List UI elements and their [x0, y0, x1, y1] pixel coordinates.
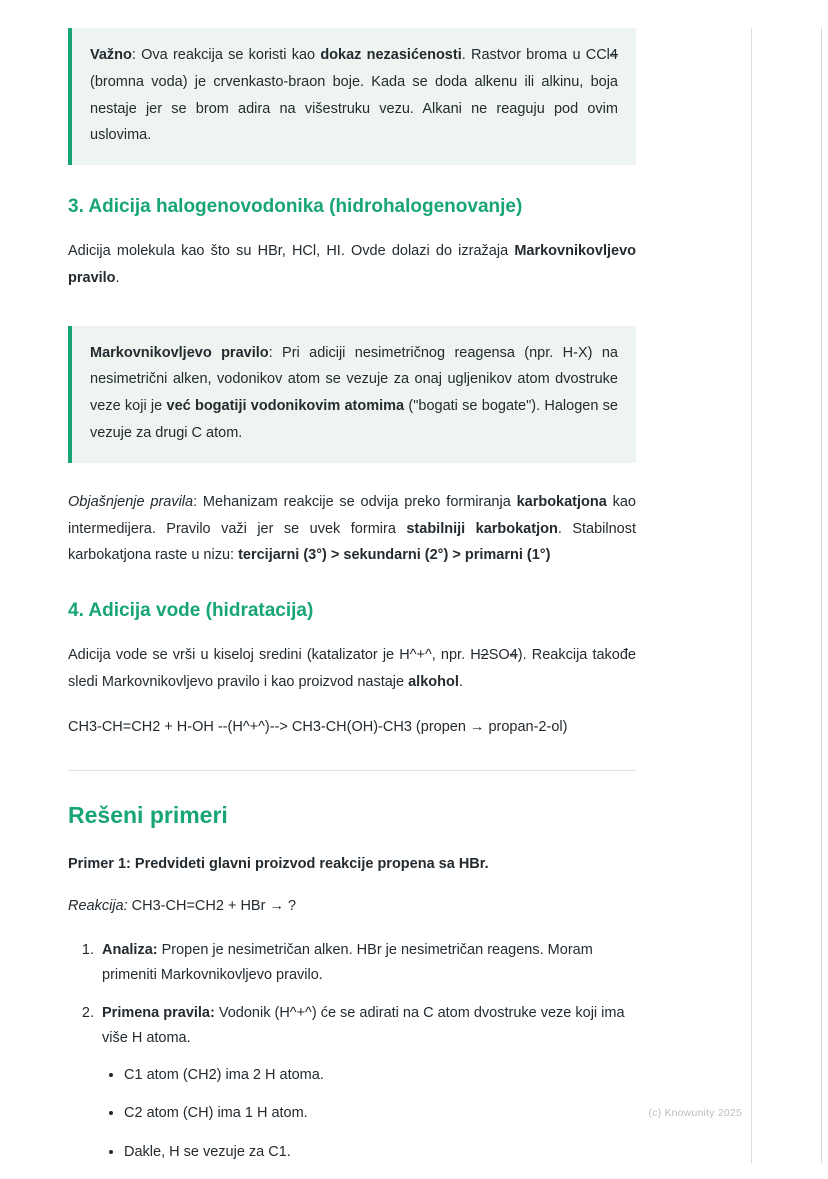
section-3-intro-1: Adicija molekula kao što su HBr, HCl, HI. Ovde dolazi do izražaja — [68, 242, 515, 259]
callout-important-text-2: . Rastvor broma u CCl — [461, 47, 610, 63]
section-3-explanation-bold-1: karbokatjona — [516, 493, 607, 510]
callout-markovnikov-text-2: ("bogati se bogate"). Halogen se vezuje za drugi C atom. — [90, 398, 618, 441]
section-3-explanation — [68, 489, 636, 569]
callout-markovnikov-text — [90, 340, 618, 447]
section-4-para-2: SO — [488, 646, 510, 663]
section-3-explanation-text-3: . Stabilnost karbokatjona raste u nizu: — [68, 520, 636, 564]
example-1-reaction-text: CH3-CH=CH2 + HBr → ? — [127, 898, 297, 915]
section-3-explanation-bold-3: tercijarni (3°) > sekundarni (2°) > primarni (1°) — [238, 547, 551, 564]
section-3-explanation-text-1: : Mehanizam reakcije se odvija preko formiranja — [193, 493, 517, 510]
callout-important-text-1: : Ova reakcija se koristi kao — [131, 47, 321, 63]
list-item — [98, 938, 636, 987]
section-4-heading: 4. Adicija vode (hidratacija) — [68, 600, 314, 622]
callout-markovnikov-bold-1: već bogatiji vodonikovim atomima — [166, 398, 405, 415]
list-item: • C1 atom (CH2) ima 2 H atoma. — [124, 1063, 636, 1088]
section-divider — [68, 770, 636, 771]
callout-important-text-3: (bromna voda) je crvenkasto-braon boje. Kada se doda alkenu ili alkinu, boja nestaje jer se brom adira na višestruku vezu. Alkani ne reaguju pod ovim uslovima. — [90, 73, 618, 144]
page-edge-rule-inner — [751, 28, 752, 1163]
section-3-explanation-text-2: kao intermedijera. Pravilo važi jer se uvek formira — [68, 493, 636, 537]
callout-important-sub-1: 4 — [609, 47, 618, 63]
solved-examples-heading: Rešeni primeri — [68, 802, 228, 829]
section-3-explanation-italic: Objašnjenje pravila — [68, 493, 194, 510]
callout-important-bold-1: dokaz nezasićenosti — [320, 47, 462, 63]
list-item: • Dakle, H se vezuje za C1. — [124, 1140, 636, 1165]
section-3-intro — [68, 238, 636, 292]
callout-markovnikov — [68, 326, 636, 463]
section-4-paragraph — [68, 642, 636, 696]
section-4-bold-1: alkohol — [408, 673, 459, 690]
step-2-sublist — [102, 1063, 636, 1165]
section-4-sub-1: 2 — [480, 646, 489, 663]
list-item: • C2 atom (CH) ima 1 H atom. — [124, 1101, 636, 1126]
step-2-label: Primena pravila: — [102, 1005, 215, 1022]
callout-important — [68, 28, 636, 165]
callout-important-label: Važno — [90, 47, 132, 63]
section-3-explanation-bold-2: stabilniji karbokatjon — [406, 520, 558, 537]
section-4-sub-2: 4 — [509, 646, 518, 663]
example-1-reaction — [68, 893, 636, 920]
section-3-intro-2: . — [115, 269, 120, 286]
list-item — [98, 1001, 636, 1164]
section-4-formula: CH3-CH=CH2 + H-OH --(H^+^)--> CH3-CH(OH)-CH3 (propen → propan-2-ol) — [68, 718, 568, 735]
callout-markovnikov-label: Markovnikovljevo pravilo — [90, 344, 269, 361]
page-edge-rule-outer — [821, 28, 822, 1163]
step-2-text: Vodonik (H^+^) će se adirati na C atom dvostruke veze koji ima više H atoma. — [102, 1005, 625, 1047]
section-4-para-3: ). Reakcija takođe sledi Markovnikovljevo pravilo i kao proizvod nastaje — [68, 646, 636, 690]
document-content — [68, 28, 636, 1179]
step-1-text: Propen je nesimetričan alken. HBr je nesimetričan reagens. Moram primeniti Markovnikovljevo pravilo. — [102, 942, 593, 983]
callout-markovnikov-text-1: : Pri adiciji nesimetričnog reagensa (npr. H-X) na nesimetrični alken, vodonikov atom se vezuje za onaj ugljenikov atom dvostruke veze koji je — [90, 344, 618, 415]
section-3-intro-bold: Markovnikovljevo pravilo — [68, 242, 636, 286]
example-1-steps — [68, 938, 636, 1164]
section-3-heading: 3. Adicija halogenovodonika (hidrohalogenovanje) — [68, 196, 523, 218]
example-1-title: Primer 1: Predvideti glavni proizvod reakcije propena sa HBr. — [68, 856, 489, 873]
step-1-label: Analiza: — [102, 942, 158, 959]
section-4-para-4: . — [458, 673, 463, 690]
example-1-reaction-label: Reakcija: — [68, 898, 128, 915]
watermark: (c) Knowunity 2025 — [648, 1107, 742, 1119]
callout-important-text — [90, 42, 618, 149]
section-4-para-1: Adicija vode se vrši u kiseloj sredini (katalizator je H^+^, npr. H — [68, 646, 481, 663]
